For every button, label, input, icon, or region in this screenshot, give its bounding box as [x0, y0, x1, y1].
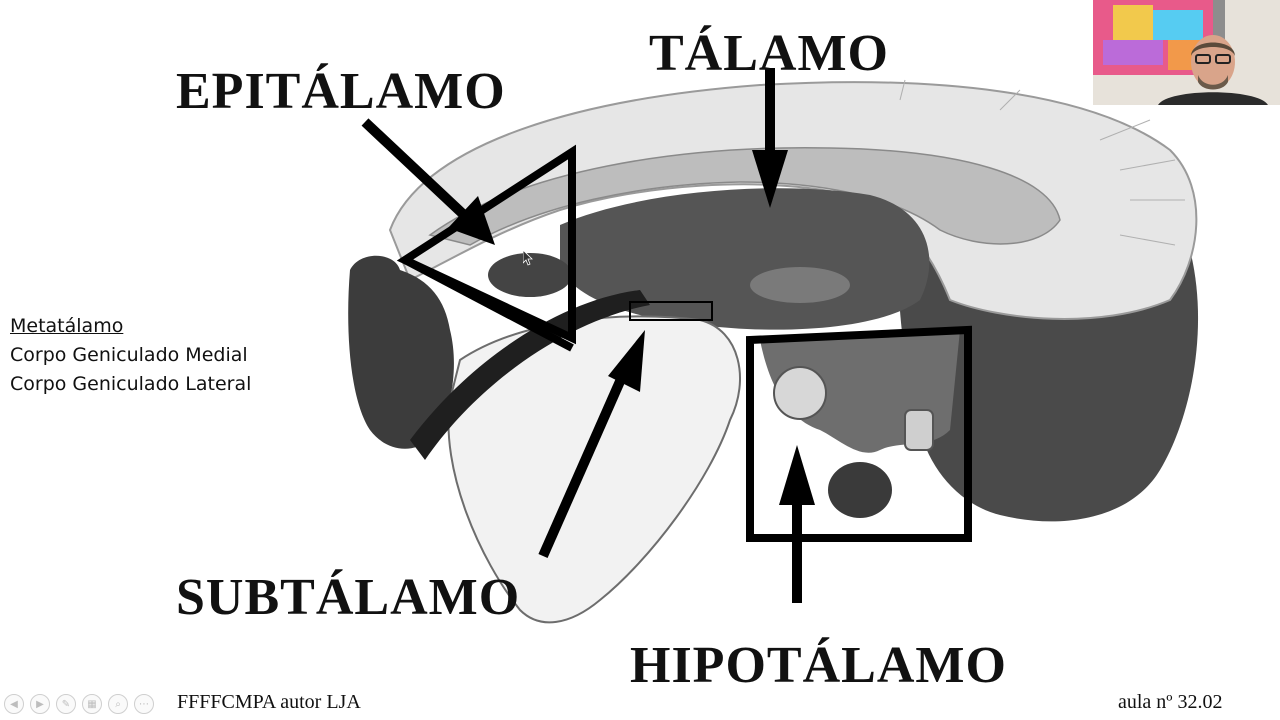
list-item: Corpo Geniculado Medial — [10, 344, 248, 366]
next-icon[interactable]: ▶ — [30, 694, 50, 714]
thalamic-nucleus — [750, 267, 850, 303]
slides-grid-icon[interactable]: ▦ — [82, 694, 102, 714]
subthalamus-label: SUBTÁLAMO — [176, 569, 521, 626]
slideshow-controls — [4, 694, 154, 714]
pen-icon[interactable]: ✎ — [56, 694, 76, 714]
thalamus-label: TÁLAMO — [649, 25, 889, 82]
presenter-video-icon — [1093, 0, 1280, 105]
footer-lecture-number: aula nº 32.02 — [1118, 691, 1223, 713]
metathalamus-title: Metatálamo — [10, 315, 124, 337]
more-icon[interactable]: ⋯ — [134, 694, 154, 714]
mammillary-body — [774, 367, 826, 419]
list-item: Corpo Geniculado Lateral — [10, 373, 252, 395]
previous-icon[interactable]: ◀ — [4, 694, 24, 714]
epithalamus-label: EPITÁLAMO — [176, 63, 506, 120]
hypothalamus-label: HIPOTÁLAMO — [630, 637, 1007, 694]
pituitary-gland — [828, 462, 892, 518]
zoom-icon[interactable]: ⌕ — [108, 694, 128, 714]
footer-author: FFFFCMPA autor LJA — [177, 691, 361, 713]
metathalamus-list — [10, 312, 251, 399]
mouse-cursor-icon — [523, 250, 533, 266]
hypothalamus-arrowhead — [779, 445, 815, 505]
optic-chiasm — [905, 410, 933, 450]
webcam-video-overlay — [1093, 0, 1280, 105]
